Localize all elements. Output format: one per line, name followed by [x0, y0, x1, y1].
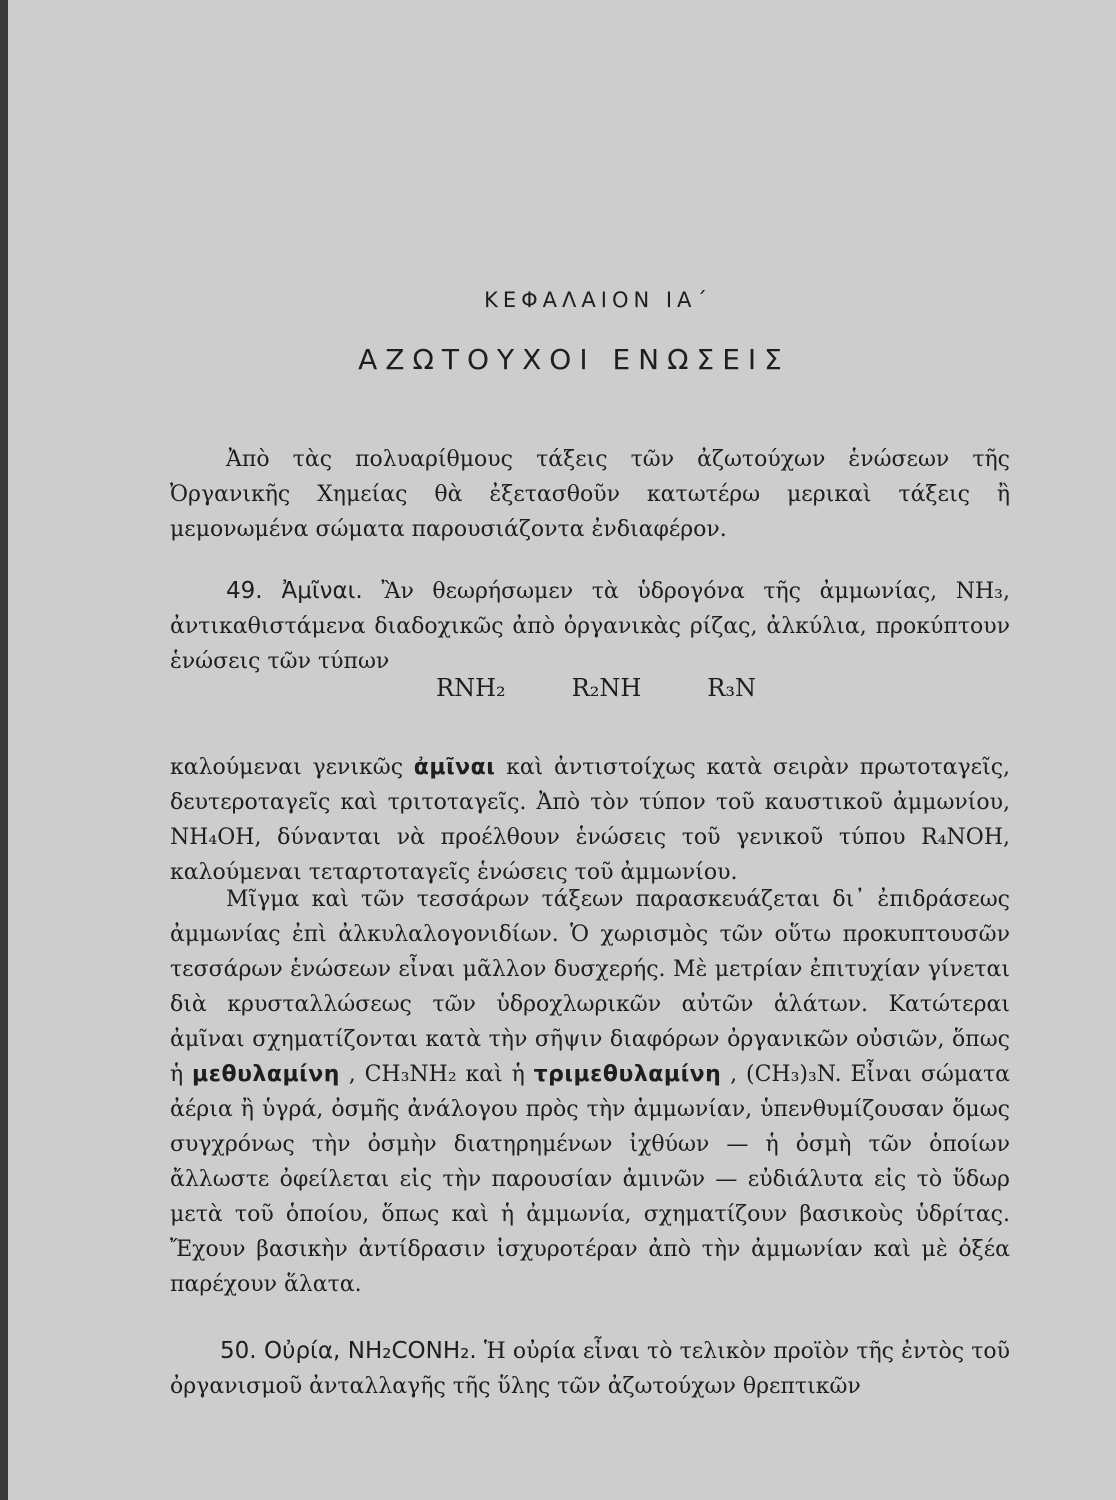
term-amines: ἀμῖναι	[413, 755, 496, 780]
amines-paragraph	[170, 574, 1010, 679]
mix-pre: Μῖγμα καὶ τῶν τεσσάρων τάξεων παρασκευάζεται δι᾽ ἐπιδράσεως ἀμμωνίας ἐπὶ ἀλκυλαλογονιδίων. Ὁ χωρισμὸς τῶν οὕτω προκυπτουσῶν τεσσάρων ἑνώσεων εἶναι μᾶλλον δυσχερής. Μὲ μετρίαν ἐπιτυχίαν γίνεται διὰ κρυσταλλώσεως τῶν ὑδροχλωρικῶν αὐτῶν ἁλάτων. Κατώτεραι ἀμῖναι σχηματίζονται κατὰ τὴν σῆψιν διαφόρων ὀργανικῶν οὐσιῶν, ὅπως ἡ	[170, 887, 1010, 1087]
urea-text: Ἡ οὐρία εἶναι τὸ τελικὸν προϊὸν τῆς ἐντὸς τοῦ ὀργανισμοῦ ἀνταλλαγῆς τῆς ὕλης τῶν ἀζωτούχων θρεπτικῶν	[170, 1339, 1010, 1399]
formula-primary: RNH₂	[436, 674, 506, 702]
urea-heading: 50. Οὐρία, NH₂CONH₂.	[220, 1338, 477, 1364]
amines-continuation	[170, 750, 1010, 890]
amines-cont-pre: καλούμεναι γενικῶς	[170, 755, 414, 780]
amines-text: Ἂν θεωρήσωμεν τὰ ὑδρογόνα τῆς ἀμμωνίας, NH₃, ἀντικαθιστάμενα διαδοχικῶς ἀπὸ ὀργανικὰς ρίζας, ἀλκύλια, προκύπτουν ἑνώσεις τῶν τύπων	[170, 579, 1010, 674]
mixture-paragraph	[170, 882, 1010, 1302]
term-trimethylamine: τριμεθυλαμίνη	[533, 1062, 722, 1087]
chapter-label: ΚΕΦΑΛΑΙΟΝ ΙΑ΄	[484, 288, 712, 312]
scan-edge	[0, 0, 8, 1500]
mix-mid: , CH₃NH₂ καὶ ἡ	[348, 1062, 534, 1087]
amines-heading: 49. Ἀμῖναι.	[226, 578, 363, 604]
amines-cont-post: καὶ ἀντιστοίχως κατὰ σειρὰν πρωτοταγεῖς, δευτεροταγεῖς καὶ τριτοταγεῖς. Ἀπὸ τὸν τύπον τοῦ καυστικοῦ ἀμμωνίου, NH₄OH, δύνανται νὰ προέλθουν ἑνώσεις τοῦ γενικοῦ τύπου R₄NOH, καλούμεναι τεταρτοταγεῖς ἑνώσεις τοῦ ἀμμωνίου.	[170, 755, 1011, 885]
amine-formulas	[436, 674, 756, 702]
chapter-title: ΑΖΩΤΟΥΧΟΙ ΕΝΩΣΕΙΣ	[358, 343, 790, 376]
formula-tertiary: R₃N	[707, 674, 756, 702]
urea-paragraph	[170, 1334, 1010, 1404]
intro-paragraph: Ἀπὸ τὰς πολυαρίθμους τάξεις τῶν ἀζωτούχων ἑνώσεων τῆς Ὀργανικῆς Χημείας θὰ ἐξετασθοῦν κατωτέρω μερικαὶ τάξεις ἢ μεμονωμένα σώματα παρουσιάζοντα ἐνδιαφέρον.	[170, 447, 1010, 542]
formula-secondary: R₂NH	[571, 674, 642, 702]
term-methylamine: μεθυλαμίνη	[192, 1062, 340, 1087]
mix-post: , (CH₃)₃N. Εἶναι σώματα ἀέρια ἢ ὑγρά, ὀσμῆς ἀνάλογου πρὸς τὴν ἀμμωνίαν, ὑπενθυμίζουσαν ὅμως συγχρόνως τὴν ὀσμὴν διατηρημένων ἰχθύων — ἡ ὀσμὴ τῶν ὁποίων ἄλλωστε ὀφείλεται εἰς τὴν παρουσίαν ἀμινῶν — εὐδιάλυτα εἰς τὸ ὕδωρ μετὰ τοῦ ὁποίου, ὅπως καὶ ἡ ἀμμωνία, σχηματίζουν βασικοὺς ὑδρίτας. Ἔχουν βασικὴν ἀντίδρασιν ἰσχυροτέραν ἀπὸ τὴν ἀμμωνίαν καὶ μὲ ὀξέα παρέχουν ἅλατα.	[170, 1062, 1010, 1297]
